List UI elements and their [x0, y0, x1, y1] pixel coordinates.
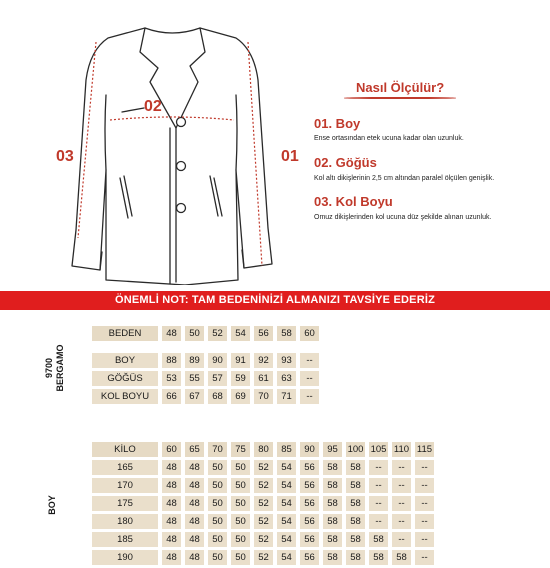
coat-illustration [0, 0, 300, 285]
row-label: 180 [92, 514, 158, 529]
table-cell: 50 [231, 550, 250, 565]
table-header-cell: 115 [416, 444, 433, 455]
table-cell: 48 [185, 496, 204, 511]
size-recommendation-table [88, 439, 438, 568]
table-cell: 58 [346, 532, 365, 547]
table-cell: 58 [346, 460, 365, 475]
table-cell: -- [392, 478, 411, 493]
table-cell: 58 [346, 478, 365, 493]
table-cell: 50 [208, 550, 227, 565]
table-cell: 50 [208, 460, 227, 475]
height-axis-label: BOY [47, 495, 57, 515]
model-name: BERGAMO [55, 344, 65, 392]
table-cell: 50 [208, 496, 227, 511]
table-cell: 63 [277, 371, 296, 386]
table-row [92, 389, 319, 404]
row-label: 185 [92, 532, 158, 547]
table-cell: -- [415, 532, 434, 547]
coat-button-1 [177, 118, 186, 127]
coat-body-outline [72, 28, 272, 285]
table-cell: 56 [300, 478, 319, 493]
table-cell: 48 [162, 550, 181, 565]
table-row [92, 514, 434, 529]
guide-item-title-chest: 02. Göğüs [314, 155, 377, 170]
table-cell: 52 [254, 478, 273, 493]
table-header-row [92, 442, 434, 457]
table-cell: 48 [162, 460, 181, 475]
table-cell: 52 [254, 514, 273, 529]
table-cell: 50 [231, 514, 250, 529]
table-cell: 58 [369, 532, 388, 547]
table-cell: -- [392, 460, 411, 475]
table-cell: 50 [208, 532, 227, 547]
model-number: 9700 [44, 357, 54, 379]
table-cell: 52 [254, 460, 273, 475]
table-cell: 58 [323, 514, 342, 529]
table-header-cell: 65 [185, 442, 204, 457]
table-cell: 67 [185, 389, 204, 404]
table-cell: 57 [208, 371, 227, 386]
table-cell: 58 [323, 460, 342, 475]
table-header-cell: 75 [231, 442, 250, 457]
table-cell: 52 [254, 532, 273, 547]
table-header-label: BEDEN [92, 326, 158, 341]
table-cell: -- [415, 478, 434, 493]
table-cell: 52 [254, 496, 273, 511]
table-row [92, 550, 434, 565]
table-cell: 54 [277, 478, 296, 493]
coat-button-2 [177, 162, 186, 171]
table-cell: 58 [323, 550, 342, 565]
table-cell: 58 [346, 550, 365, 565]
table-row [92, 353, 319, 368]
table-cell: -- [369, 460, 388, 475]
table-header-cell: 85 [277, 442, 296, 457]
guide-item-desc-chest: Kol altı dikişlerinin 2,5 cm altından paralel ölçülen genişlik. [314, 175, 495, 182]
table-cell: 48 [185, 460, 204, 475]
table-cell: -- [392, 514, 411, 529]
table-cell: 58 [323, 532, 342, 547]
table-cell: 70 [254, 389, 273, 404]
row-label: KOL BOYU [92, 389, 158, 404]
table-header-cell: 48 [162, 326, 181, 341]
table-cell: 48 [162, 532, 181, 547]
table-cell: 55 [185, 371, 204, 386]
table-cell: 48 [162, 514, 181, 529]
table-cell: -- [300, 353, 319, 368]
spacer-row [92, 344, 319, 350]
table-cell: -- [415, 514, 434, 529]
guide-item-title-length: 01. Boy [314, 116, 361, 131]
row-label: 175 [92, 496, 158, 511]
row-label: 190 [92, 550, 158, 565]
table-cell: 54 [277, 460, 296, 475]
table-cell: 68 [208, 389, 227, 404]
table-cell: 48 [162, 496, 181, 511]
table-cell: 69 [231, 389, 250, 404]
table-cell: 58 [346, 496, 365, 511]
product-model-label [44, 333, 66, 403]
table-cell: 93 [277, 353, 296, 368]
row-label: 165 [92, 460, 158, 475]
table-cell: 48 [185, 478, 204, 493]
table-cell: 71 [277, 389, 296, 404]
table-header-cell: 54 [231, 326, 250, 341]
right-pocket [210, 176, 222, 216]
table-cell: 58 [369, 550, 388, 565]
table-cell: 56 [300, 460, 319, 475]
chest-label: 02 [144, 98, 162, 115]
table-cell: 90 [208, 353, 227, 368]
guide-item-title-sleeve: 03. Kol Boyu [314, 194, 393, 209]
table-cell: -- [392, 532, 411, 547]
table-cell: -- [415, 550, 434, 565]
table-cell: 53 [162, 371, 181, 386]
table-header-cell: 50 [185, 326, 204, 341]
table-row [92, 460, 434, 475]
size-measurement-table [88, 323, 323, 407]
row-label: 170 [92, 478, 158, 493]
table-cell: 54 [277, 550, 296, 565]
table-header-label: KİLO [92, 442, 158, 457]
row-label: GÖĞÜS [92, 371, 158, 386]
guide-item-desc-length: Ense ortasından etek ucuna kadar olan uzunluk. [314, 135, 464, 142]
table-cell: -- [300, 389, 319, 404]
table-cell: 59 [231, 371, 250, 386]
table-cell: 48 [185, 532, 204, 547]
left-pocket [120, 176, 132, 218]
table-cell: 56 [300, 496, 319, 511]
table-header-cell: 105 [370, 444, 387, 455]
table-cell: 91 [231, 353, 250, 368]
table-cell: -- [369, 514, 388, 529]
table-header-cell: 58 [277, 326, 296, 341]
table-cell: 92 [254, 353, 273, 368]
table-row [92, 371, 319, 386]
table-header-cell: 110 [393, 444, 410, 455]
table-cell: 54 [277, 532, 296, 547]
table-cell: -- [415, 460, 434, 475]
table-cell: -- [392, 496, 411, 511]
table-header-cell: 60 [300, 326, 319, 341]
table-header-cell: 60 [162, 442, 181, 457]
table-row [92, 478, 434, 493]
table-cell: 50 [231, 460, 250, 475]
length-measure-line [248, 42, 262, 266]
coat-button-3 [177, 204, 186, 213]
table-cell: 48 [185, 514, 204, 529]
table-cell: 50 [208, 478, 227, 493]
table-cell: 88 [162, 353, 181, 368]
table-cell: 58 [323, 478, 342, 493]
table-cell: 58 [323, 496, 342, 511]
table-cell: 50 [231, 496, 250, 511]
table-header-cell: 80 [254, 442, 273, 457]
guide-item-desc-sleeve: Omuz dikişlerinden kol ucuna düz şekilde alınan uzunluk. [314, 214, 492, 221]
table-header-cell: 52 [208, 326, 227, 341]
table-header-row [92, 326, 319, 341]
table-cell: -- [369, 496, 388, 511]
length-label: 01 [281, 148, 299, 165]
table-cell: 52 [254, 550, 273, 565]
table-cell: -- [415, 496, 434, 511]
important-note-banner: ÖNEMLİ NOT: TAM BEDENİNİZİ ALMANIZI TAVSİYE EDERİZ [0, 291, 550, 310]
table-cell: 50 [208, 514, 227, 529]
row-label: BOY [92, 353, 158, 368]
chest-measure-line [110, 117, 234, 120]
table-header-cell: 70 [208, 442, 227, 457]
guide-title: Nasıl Ölçülür? [356, 80, 445, 95]
table-header-cell: 100 [347, 444, 364, 455]
table-row [92, 532, 434, 547]
table-cell: 54 [277, 496, 296, 511]
table-header-cell: 95 [323, 442, 342, 457]
table-cell: 56 [300, 532, 319, 547]
table-cell: 66 [162, 389, 181, 404]
table-header-cell: 56 [254, 326, 273, 341]
table-cell: 58 [346, 514, 365, 529]
table-cell: 56 [300, 550, 319, 565]
table-cell: 89 [185, 353, 204, 368]
table-cell: -- [369, 478, 388, 493]
table-cell: -- [300, 371, 319, 386]
table-cell: 61 [254, 371, 273, 386]
table-cell: 50 [231, 532, 250, 547]
table-header-cell: 90 [300, 442, 319, 457]
table-cell: 58 [392, 550, 411, 565]
sleeve-label: 03 [56, 148, 74, 165]
table-cell: 48 [162, 478, 181, 493]
table-cell: 50 [231, 478, 250, 493]
table-cell: 56 [300, 514, 319, 529]
table-cell: 48 [185, 550, 204, 565]
table-row [92, 496, 434, 511]
table-cell: 54 [277, 514, 296, 529]
